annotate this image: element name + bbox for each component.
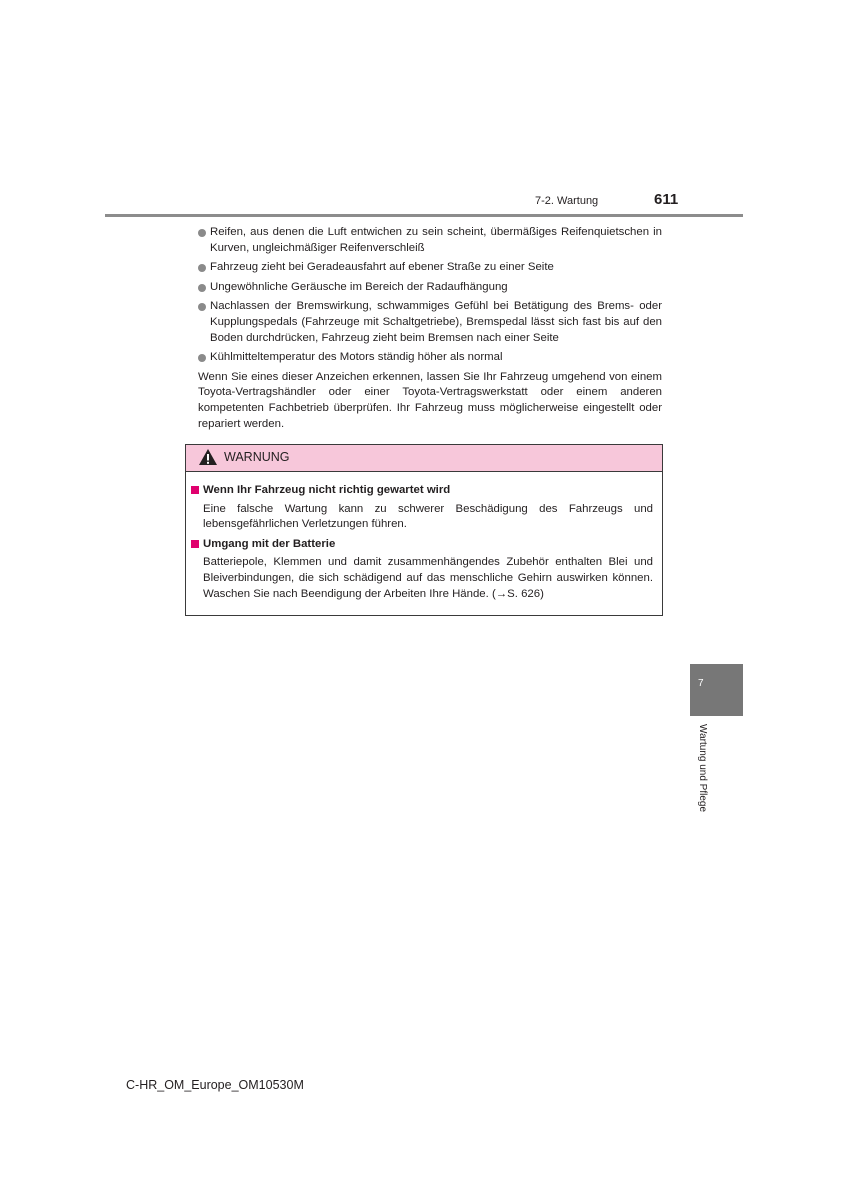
list-item: Ungewöhnliche Geräusche im Bereich der Radaufhängung <box>198 280 662 296</box>
footer-code: C-HR_OM_Europe_OM10530M <box>126 1078 304 1092</box>
warning-icon <box>198 448 218 471</box>
header-divider <box>105 214 743 217</box>
list-item: Fahrzeug zieht bei Geradeausfahrt auf ebener Straße zu einer Seite <box>198 260 662 276</box>
body-paragraph: Wenn Sie eines dieser Anzeichen erkennen, lassen Sie Ihr Fahrzeug umgehend von einem Toyota-Vertragshändler oder einer Toyota-Vertragswerkstatt oder einem anderen kompetenten Fachbetrieb überprüfen. Ihr Fahrzeug muss möglicherweise eingestellt oder repariert werden. <box>198 370 662 430</box>
bullet-icon <box>198 229 206 237</box>
warning-body <box>186 472 662 602</box>
bullet-icon <box>198 303 206 311</box>
warning-text: Batteriepole, Klemmen und damit zusammenhängendes Zubehör enthalten Blei und Bleiverbindungen, die sich schädigend auf das menschliche Gehirn auswirken können. Waschen Sie nach Beendigung der Arbeiten Ihre Hände. (→S. 626) <box>203 556 653 600</box>
square-marker-icon <box>191 486 199 494</box>
warning-title: WARNUNG <box>224 450 290 464</box>
warning-box <box>185 444 663 616</box>
page-number: 611 <box>654 191 679 208</box>
chapter-number: 7 <box>698 678 704 689</box>
section-title: 7-2. Wartung <box>535 195 599 207</box>
warning-subheading: Wenn Ihr Fahrzeug nicht richtig gewartet wird <box>191 483 653 499</box>
list-item: Reifen, aus denen die Luft entwichen zu sein scheint, übermäßiges Reifenquietschen in Kurven, ungleichmäßiger Reifenverschleiß <box>198 225 662 256</box>
main-content <box>198 225 662 432</box>
list-item: Nachlassen der Bremswirkung, schwammiges Gefühl bei Betätigung des Brems- oder Kupplungspedals (Fahrzeuge mit Schaltgetriebe), Bremspedal lässt sich fast bis auf den Boden durchdrücken, Fahrzeug zieht beim Bremsen nach einer Seite <box>198 299 662 346</box>
bullet-icon <box>198 354 206 362</box>
chapter-tab <box>690 664 743 716</box>
bullet-icon <box>198 264 206 272</box>
chapter-label: Wartung und Pflege <box>697 724 708 813</box>
warning-header <box>186 445 662 472</box>
warning-subheading: Umgang mit der Batterie <box>191 537 653 553</box>
square-marker-icon <box>191 540 199 548</box>
warning-text: Eine falsche Wartung kann zu schwerer Beschädigung des Fahrzeugs und lebensgefährlichen Verletzungen führen. <box>203 502 653 531</box>
bullet-icon <box>198 284 206 292</box>
list-item: Kühlmitteltemperatur des Motors ständig höher als normal <box>198 350 662 366</box>
